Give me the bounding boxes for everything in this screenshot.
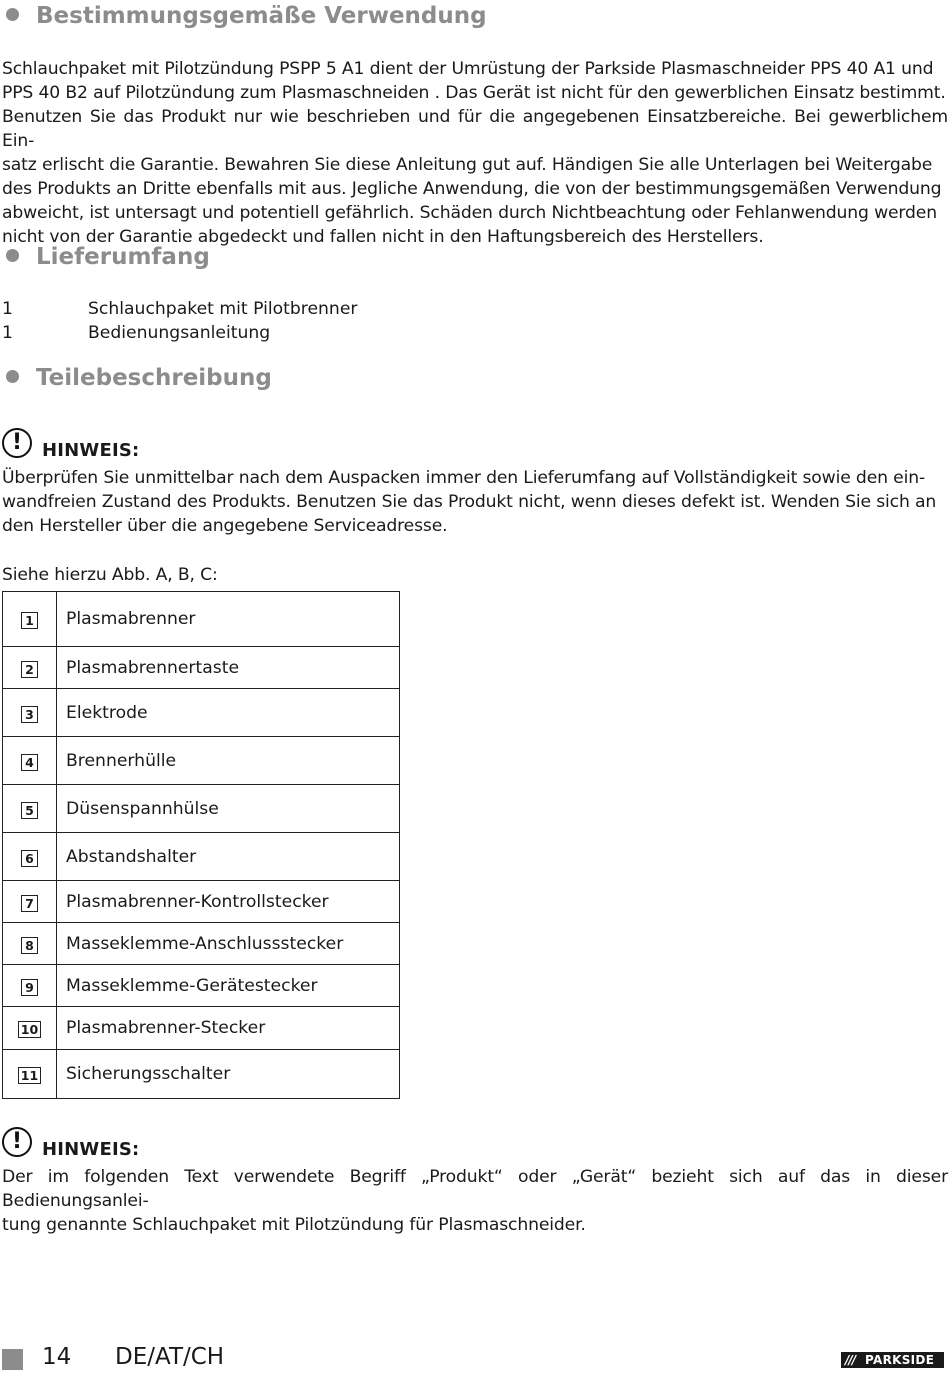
part-number-cell: [3, 785, 57, 833]
scope-qty: 1: [2, 299, 13, 319]
part-number-badge: 2: [21, 661, 38, 678]
region-label: DE/AT/CH: [115, 1344, 225, 1370]
part-label: Plasmabrennertaste: [57, 647, 400, 689]
note-paragraph: Der im folgenden Text verwendete Begriff „Produkt“ oder „Gerät“ bezieht sich auf das in dieser Bedienungsanlei- tung genannte Schlauchpaket mit Pilotzündung für Plasmaschneider.: [2, 1167, 948, 1235]
part-number-badge: 8: [21, 937, 38, 954]
note-title: HINWEIS:: [42, 440, 140, 461]
part-number-badge: 9: [21, 979, 38, 996]
heading-text: Teilebeschreibung: [36, 365, 272, 391]
part-number-cell: [3, 1007, 57, 1050]
part-number-cell: [3, 965, 57, 1007]
table-row: [3, 881, 400, 923]
part-number-cell: [3, 1050, 57, 1099]
part-label: Masseklemme-Gerätestecker: [57, 965, 400, 1007]
section-heading-intended-use: [6, 3, 487, 33]
scope-item: Bedienungsanleitung: [88, 323, 271, 343]
part-label: Plasmabrenner-Kontrollstecker: [57, 881, 400, 923]
heading-bullet-icon: [6, 370, 19, 383]
part-number-cell: [3, 923, 57, 965]
part-label: Abstandshalter: [57, 833, 400, 881]
exclamation-icon: !: [2, 1127, 32, 1157]
table-row: [3, 1050, 400, 1099]
table-row: [3, 833, 400, 881]
part-number-badge: 11: [18, 1067, 41, 1084]
part-number-cell: [3, 689, 57, 737]
part-number-cell: [3, 592, 57, 647]
part-label: Plasmabrenner: [57, 592, 400, 647]
exclamation-icon: !: [2, 428, 32, 458]
section-heading-scope: [6, 244, 210, 274]
part-number-cell: [3, 737, 57, 785]
logo-wordmark: PARKSIDE: [865, 1353, 935, 1367]
part-label: Brennerhülle: [57, 737, 400, 785]
footer-square-marker: [2, 1349, 23, 1370]
table-row: [3, 647, 400, 689]
table-row: [3, 737, 400, 785]
parts-table: [2, 591, 400, 1099]
table-row: [3, 923, 400, 965]
part-number-badge: 4: [21, 754, 38, 771]
part-number-badge: 10: [18, 1021, 41, 1038]
part-number-badge: 1: [21, 612, 38, 629]
part-number-badge: 5: [21, 802, 38, 819]
note-title: HINWEIS:: [42, 1139, 140, 1160]
part-label: Masseklemme-Anschlussstecker: [57, 923, 400, 965]
scope-qty: 1: [2, 323, 13, 343]
heading-text: Lieferumfang: [36, 244, 210, 270]
table-row: [3, 785, 400, 833]
scope-item: Schlauchpaket mit Pilotbrenner: [88, 299, 358, 319]
part-label: Plasmabrenner-Stecker: [57, 1007, 400, 1050]
part-number-cell: [3, 833, 57, 881]
part-label: Sicherungsschalter: [57, 1050, 400, 1099]
part-number-badge: 3: [21, 706, 38, 723]
part-number-badge: 7: [21, 895, 38, 912]
part-number-cell: [3, 881, 57, 923]
heading-text: Bestimmungsgemäße Verwendung: [36, 3, 487, 29]
table-row: [3, 689, 400, 737]
table-row: [3, 965, 400, 1007]
section-heading-parts: [6, 365, 272, 395]
note-paragraph: Überprüfen Sie unmittelbar nach dem Auspacken immer den Lieferumfang auf Vollständigkeit sowie den ein- wandfreien Zustand des Produkts. Benutzen Sie das Produkt nicht, wenn dieses defekt ist. Wenden Sie sich an den Hersteller über die angegebene Serviceadresse.: [2, 468, 937, 536]
heading-bullet-icon: [6, 8, 19, 21]
part-label: Elektrode: [57, 689, 400, 737]
part-label: Düsenspannhülse: [57, 785, 400, 833]
page-number: 14: [42, 1344, 72, 1370]
see-figures-text: Siehe hierzu Abb. A, B, C:: [2, 565, 218, 585]
part-number-badge: 6: [21, 850, 38, 867]
part-number-cell: [3, 647, 57, 689]
heading-bullet-icon: [6, 249, 19, 262]
logo-slashes: ///: [845, 1353, 856, 1367]
intended-use-paragraph: Schlauchpaket mit Pilotzündung PSPP 5 A1 dient der Umrüstung der Parkside Plasmaschneider PPS 40 A1 und PPS 40 B2 auf Pilotzündung zum Plasmaschneiden . Das Gerät ist nicht für den gewerblichen Einsatz bestimmt. Benutzen Sie das Produkt nur wie beschrieben und für die angegebenen Einsatzbereiche. Bei gewerblichem Ein- satz erlischt die Garantie. Bewahren Sie diese Anleitung gut auf. Händigen Sie alle Unterlagen bei Weitergabe des Produkts an Dritte ebenfalls mit aus. Jegliche Anwendung, die von der bestimmungsgemäßen Verwendung abweicht, ist untersagt und potentiell gefährlich. Schäden durch Nichtbeachtung oder Fehlanwendung werden nicht von der Garantie abgedeckt und fallen nicht in den Haftungsbereich des Herstellers.: [2, 59, 948, 247]
parkside-logo: [841, 1352, 944, 1368]
table-row: [3, 592, 400, 647]
table-row: [3, 1007, 400, 1050]
